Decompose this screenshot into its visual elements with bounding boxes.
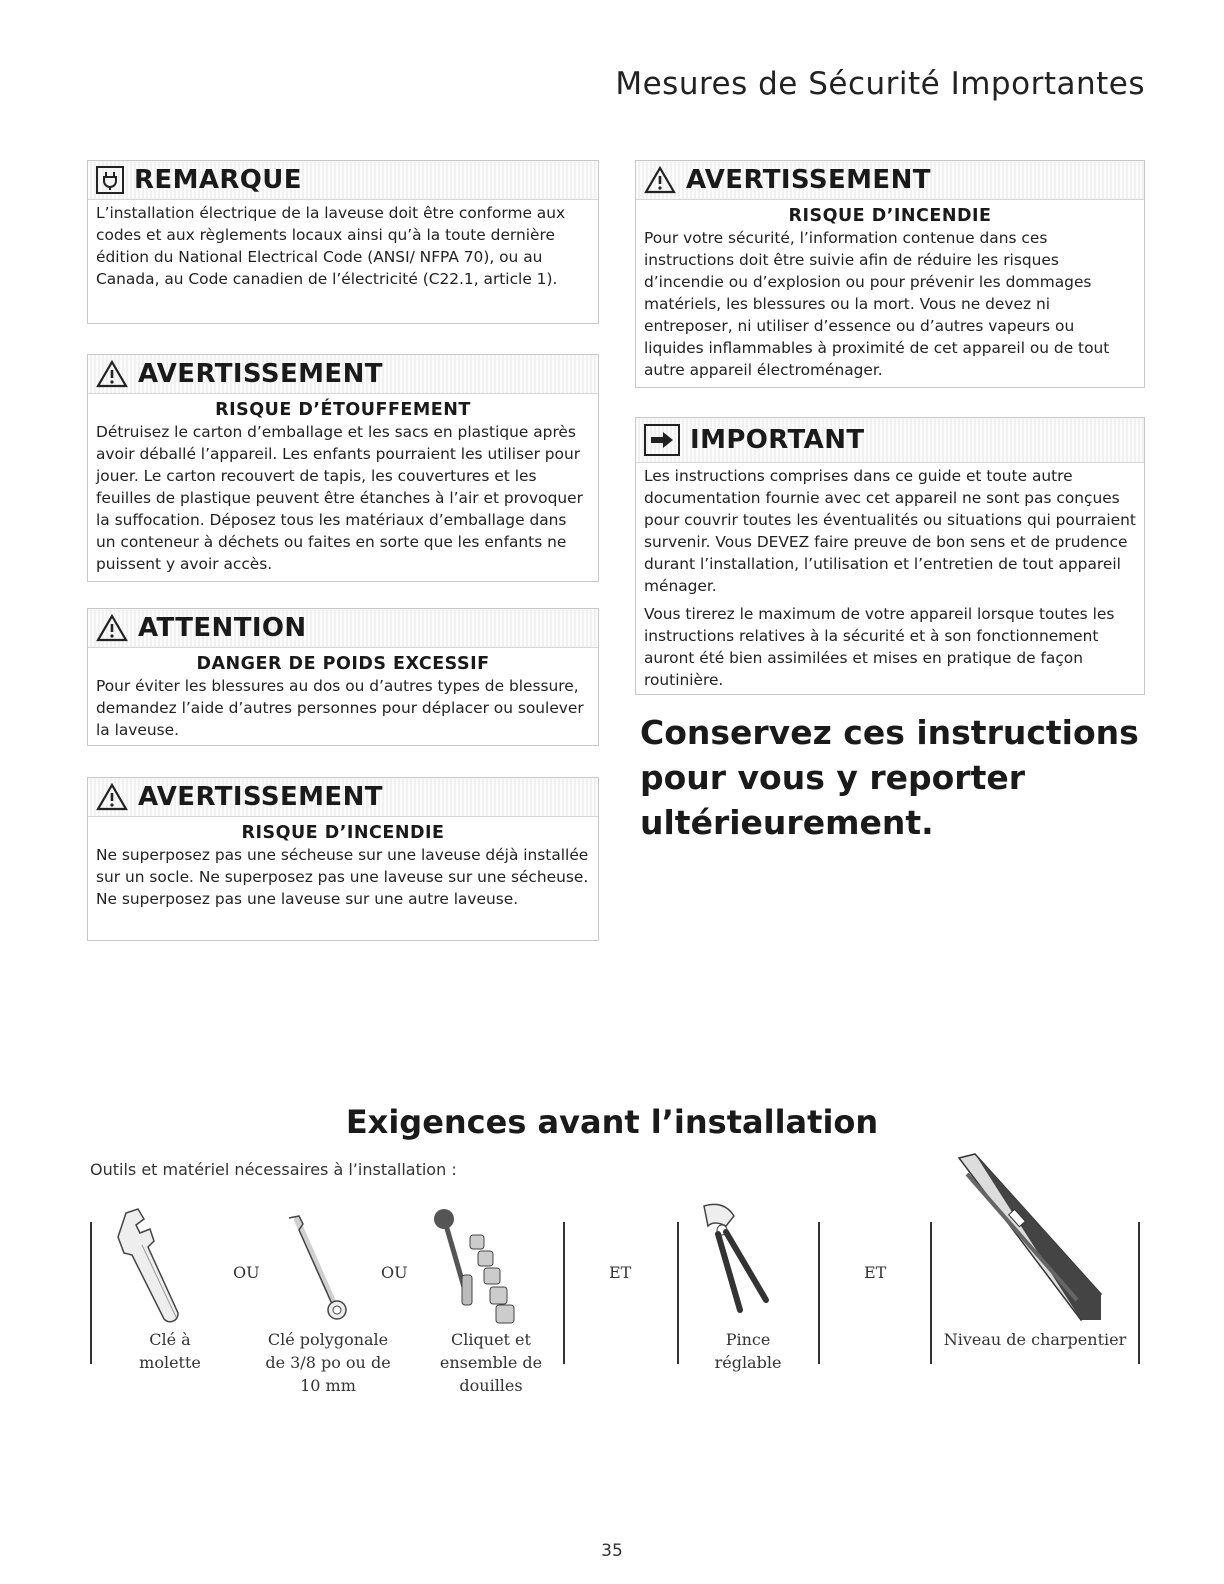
- warning-suffocation-subtitle: RISQUE D’ÉTOUFFEMENT: [215, 400, 471, 420]
- remarque-box: [87, 160, 599, 324]
- level-caption: Niveau de charpentier: [943, 1330, 1127, 1349]
- remarque-header: [88, 161, 598, 200]
- wrench-caption: Clé à molette: [139, 1330, 201, 1372]
- arrow-right-icon: [644, 424, 680, 456]
- important-box: [635, 417, 1145, 695]
- warning-fire-left-header: [88, 778, 598, 817]
- warning-fire-right-subtitle: RISQUE D’INCENDIE: [788, 206, 992, 226]
- warning-fire-right-header: [636, 161, 1144, 200]
- warning-fire-right-label: AVERTISSEMENT: [686, 165, 931, 195]
- warning-fire-left-subtitle: RISQUE D’INCENDIE: [241, 823, 445, 843]
- keep-instructions-note: Conservez ces instructions pour vous y reporter ultérieurement.: [640, 713, 1139, 842]
- or-connector: OU: [381, 1263, 408, 1282]
- important-label: IMPORTANT: [690, 425, 865, 455]
- caution-weight-text: Pour éviter les blessures au dos ou d’autres types de blessure, demandez l’aide d’autres personnes pour déplacer ou soulever la laveuse.: [96, 677, 584, 739]
- and-connector: ET: [864, 1263, 887, 1282]
- page-number: 35: [601, 1541, 623, 1561]
- caution-weight-header: [88, 609, 598, 648]
- page-title: Mesures de Sécurité Importantes: [615, 66, 1145, 102]
- warning-fire-left-text: Ne superposez pas une sécheuse sur une laveuse déjà installée sur un socle. Ne superposez pas une laveuse sur une sécheuse. Ne superposez pas une laveuse sur une autre laveuse.: [96, 846, 589, 908]
- warning-triangle-icon: [96, 360, 128, 388]
- warning-suffocation-box: [87, 354, 599, 582]
- important-text-2: Vous tirerez le maximum de votre appareil lorsque toutes les instructions relatives à la sécurité et à son fonctionnement auront été bien assimilées et mises en pratique de façon routinière.: [644, 605, 1115, 689]
- box-wrench-icon: [283, 1212, 353, 1324]
- remarque-text: L’installation électrique de la laveuse doit être conforme aux codes et aux règlements locaux ainsi qu’à la toute dernière édition du National Electrical Code (ANSI/ NFPA 70), ou au Canada, au Code canadien de l’électricité (C22.1, article 1).: [96, 204, 566, 288]
- requirements-title: Exigences avant l’installation: [345, 1103, 879, 1141]
- ratchet-caption: Cliquet et ensemble de douilles: [439, 1330, 543, 1395]
- warning-suffocation-label: AVERTISSEMENT: [138, 359, 383, 389]
- divider: [1138, 1222, 1140, 1364]
- ratchet-socket-set-icon: [426, 1205, 526, 1330]
- warning-suffocation-text: Détruisez le carton d’emballage et les sacs en plastique après avoir déballé l’appareil. Les enfants pourraient les utiliser pour jouer. Le carton recouvert de tapis, les couvertures et les feuilles de plastique peuvent être étanches à l’air et provoquer la suffocation. Déposez tous les matériaux d’emballage dans un conteneur à déchets ou faites en sorte que les enfants ne puissent y avoir accès.: [96, 423, 583, 573]
- adjustable-pliers-icon: [694, 1196, 784, 1316]
- pliers-caption: Pince réglable: [714, 1330, 782, 1372]
- divider: [90, 1222, 92, 1364]
- remarque-label: REMARQUE: [134, 165, 302, 195]
- carpenter-level-icon: [955, 1152, 1105, 1324]
- warning-suffocation-header: [88, 355, 598, 394]
- plug-icon: [96, 166, 124, 194]
- warning-triangle-icon: [96, 783, 128, 811]
- divider: [818, 1222, 820, 1364]
- box-wrench-caption: Clé polygonale de 3/8 po ou de 10 mm: [265, 1330, 391, 1395]
- warning-fire-left-box: [87, 777, 599, 941]
- important-text-1: Les instructions comprises dans ce guide et toute autre documentation fournie avec cet appareil ne sont pas conçues pour couvrir toutes les éventualités ou situations qui pourraient survenir. Vous DEVEZ faire preuve de bon sens et de prudence durant l’installation, l’utilisation et l’entretien de tout appareil ménager.: [644, 467, 1136, 595]
- warning-fire-right-box: [635, 160, 1145, 388]
- warning-fire-left-label: AVERTISSEMENT: [138, 782, 383, 812]
- and-connector: ET: [609, 1263, 632, 1282]
- divider: [563, 1222, 565, 1364]
- caution-weight-subtitle: DANGER DE POIDS EXCESSIF: [196, 654, 490, 674]
- warning-triangle-icon: [96, 614, 128, 642]
- caution-weight-box: [87, 608, 599, 746]
- warning-fire-right-text: Pour votre sécurité, l’information contenue dans ces instructions doit être suivie afin de réduire les risques d’incendie ou d’explosion ou pour prévenir les dommages matériels, les blessures ou la mort. Vous ne devez ni entreposer, ni utiliser d’essence ou d’autres vapeurs ou liquides inflammables à proximité de cet appareil ou de tout autre appareil électroménager.: [644, 229, 1110, 379]
- divider: [677, 1222, 679, 1364]
- divider: [930, 1222, 932, 1364]
- important-header: [636, 418, 1144, 463]
- requirements-intro: Outils et matériel nécessaires à l’installation :: [90, 1160, 457, 1179]
- caution-weight-label: ATTENTION: [138, 613, 307, 643]
- warning-triangle-icon: [644, 166, 676, 194]
- adjustable-wrench-icon: [112, 1205, 192, 1325]
- or-connector: OU: [233, 1263, 260, 1282]
